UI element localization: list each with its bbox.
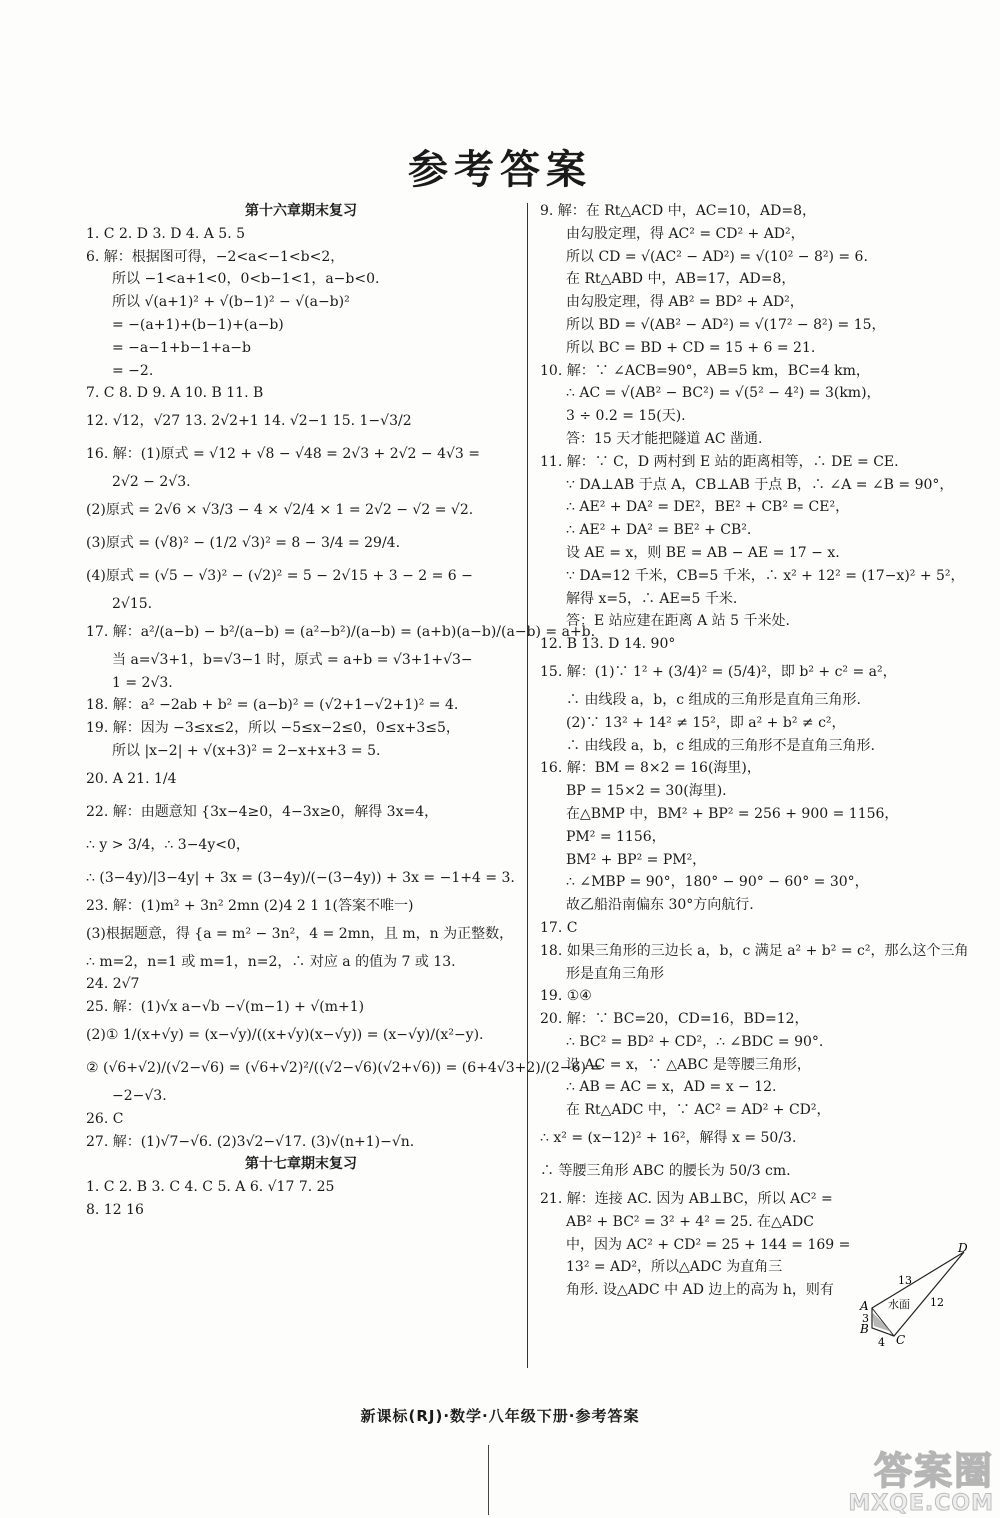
answer-line: −2−√3. <box>112 1087 167 1104</box>
answer-line: 在△BMP 中，BM² + BP² = 256 + 900 = 1156， <box>566 805 899 822</box>
answer-line: 1. C 2. D 3. D 4. A 5. 5 <box>86 225 246 242</box>
answer-line: 答：15 天才能把隧道 AC 凿通. <box>566 430 763 447</box>
figure-label-b: B <box>860 1322 869 1336</box>
column-divider <box>527 203 528 1368</box>
answer-line: (2)① 1/(x+√y) = (x−√y)/((x+√y)(x−√y)) = (x−√y)/(x²−y). <box>86 1026 484 1043</box>
triangle-figure <box>848 1240 978 1360</box>
footer-rule <box>488 1445 489 1515</box>
page-title: 参考答案 <box>408 147 592 193</box>
answer-line: ∴ m=2，n=1 或 m=1，n=2，∴ 对应 a 的值为 7 或 13. <box>86 953 456 970</box>
answer-line: = −2. <box>112 362 154 379</box>
answer-line: 1 = 2√3. <box>112 674 173 691</box>
answer-line: 设 AE = x，则 BE = AB − AE = 17 − x. <box>566 544 840 561</box>
answer-line: 18. 如果三角形的三边长 a，b，c 满足 a² + b² = c²，那么这个三角 <box>540 942 969 959</box>
watermark-url: MXQE.COM <box>848 1491 994 1516</box>
answer-line: 20. 解：∵ BC=20，CD=16，BD=12， <box>540 1011 809 1028</box>
answer-line: 所以 −1<a+1<0，0<b−1<1，a−b<0. <box>112 271 380 288</box>
answer-line: 所以 CD = √(AC² − AD²) = √(10² − 8²) = 6. <box>566 248 868 265</box>
answer-line: 所以 BD = √(AB² − AD²) = √(17² − 8²) = 15， <box>566 316 886 333</box>
answer-line: 26. C <box>86 1110 124 1127</box>
answer-line: ∴ AE² + DA² = DE²，BE² + CB² = CE²， <box>566 499 850 516</box>
answer-line: ∴ x² = (x−12)² + 16²，解得 x = 50/3. <box>540 1130 797 1147</box>
answer-line: 答：E 站应建在距离 A 站 5 千米处. <box>566 613 790 630</box>
answer-line: ∴ y > 3/4，∴ 3−4y<0， <box>86 836 250 853</box>
answer-line: ∴ AC = √(AB² − BC²) = √(5² − 4²) = 3(km)， <box>566 385 881 402</box>
answer-line: 7. C 8. D 9. A 10. B 11. B <box>86 385 264 402</box>
answer-line: 在 Rt△ADC 中，∵ AC² = AD² + CD²， <box>566 1102 831 1119</box>
figure-length-cd: 12 <box>930 1296 944 1309</box>
figure-label-c: C <box>896 1333 906 1347</box>
answer-line: 19. ①④ <box>540 988 592 1005</box>
answer-line: (3)根据题意，得 {a = m² − 3n²，4 = 2mn，且 m，n 为正整数， <box>86 925 514 942</box>
answer-line: 解得 x=5，∴ AE=5 千米. <box>566 590 738 607</box>
answer-line: 所以 BC = BD + CD = 15 + 6 = 21. <box>566 339 816 356</box>
answer-line: ∴ ∠MBP = 90°，180° − 90° − 60° = 30°， <box>566 874 869 891</box>
answer-line: 11. 解：∵ C，D 两村到 E 站的距离相等，∴ DE = CE. <box>540 453 899 470</box>
answer-line: 1. C 2. B 3. C 4. C 5. A 6. √17 7. 25 <box>86 1179 335 1196</box>
figure-quad <box>872 1252 964 1336</box>
answer-line: = −a−1+b−1+a−b <box>112 339 251 356</box>
answer-line: ∴ 由线段 a，b，c 组成的三角形是直角三角形. <box>566 691 861 708</box>
answer-line: BP = 15×2 = 30(海里). <box>566 783 727 800</box>
answer-line: 23. 解：(1)m² + 3n² 2mn (2)4 2 1 1(答案不唯一) <box>86 897 414 914</box>
answer-line: 8. 12 16 <box>86 1201 144 1218</box>
section-heading: 第十七章期末复习 <box>245 1156 357 1173</box>
answer-line: ∴ AB = AC = x，AD = x − 12. <box>566 1079 777 1096</box>
figure-label-a: A <box>860 1299 869 1313</box>
answer-line: 中，因为 AC² + CD² = 25 + 144 = 169 = <box>566 1236 851 1253</box>
answer-line: = −(a+1)+(b−1)+(a−b) <box>112 316 284 333</box>
answer-line: 2√15. <box>112 595 153 612</box>
answer-line: ∴ AE² + DA² = BE² + CB². <box>566 522 752 539</box>
answer-line: 10. 解：∵ ∠ACB=90°，AB=5 km，BC=4 km， <box>540 362 870 379</box>
figure-length-ab: 3 <box>862 1312 869 1325</box>
answer-line: 17. C <box>540 919 578 936</box>
answer-line: 在 Rt△ABD 中，AB=17，AD=8， <box>566 271 796 288</box>
answer-line: (3)原式 = (√8)² − (1/2 √3)² = 8 − 3/4 = 29/4. <box>86 534 401 551</box>
answer-line: 所以 |x−2| + √(x+3)² = 2−x+x+3 = 5. <box>112 742 381 759</box>
figure-label-d: D <box>958 1241 968 1255</box>
answer-line: 21. 解：连接 AC. 因为 AB⊥BC，所以 AC² = <box>540 1191 833 1208</box>
answer-line: 22. 解：由题意知 {3x−4≥0，4−3x≥0，解得 3x=4， <box>86 803 439 820</box>
answer-line: 16. 解：BM = 8×2 = 16(海里)， <box>540 760 761 777</box>
answer-line: 故乙船沿南偏东 30°方向航行. <box>566 897 754 914</box>
answer-line: 20. A 21. 1/4 <box>86 770 177 787</box>
figure-length-bc: 4 <box>878 1336 885 1349</box>
answer-line: 所以 √(a+1)² + √(b−1)² − √(a−b)² <box>112 294 350 311</box>
answer-line: 由勾股定理，得 AB² = BD² + AD²， <box>566 294 804 311</box>
answer-line: 6. 解：根据图可得，−2<a<−1<b<2， <box>86 248 345 265</box>
answer-line: 形是直角三角形 <box>566 965 664 982</box>
section-heading: 第十六章期末复习 <box>245 203 357 219</box>
answer-line: 12. √12，√27 13. 2√2+1 14. √2−1 15. 1−√3/2 <box>86 413 412 430</box>
answer-line: 15. 解：(1)∵ 1² + (3/4)² = (5/4)²，即 b² + c² = a²， <box>540 663 897 680</box>
footer-caption: 新课标(RJ)·数学·八年级下册·参考答案 <box>360 1407 640 1425</box>
answer-line: 19. 解：因为 −3≤x≤2，所以 −5≤x−2≤0，0≤x+3≤5， <box>86 720 460 737</box>
answer-line: PM² = 1156， <box>566 828 666 845</box>
answer-line: AB² + BC² = 3² + 4² = 25. 在△ADC <box>566 1213 814 1230</box>
answer-line: 3 ÷ 0.2 = 15(天). <box>566 408 686 425</box>
answer-line: ∴ BC² = BD² + CD²，∴ ∠BDC = 90°. <box>566 1033 824 1050</box>
answer-line: 角形. 设△ADC 中 AD 边上的高为 h，则有 <box>566 1282 834 1299</box>
answer-line: ∴ 由线段 a，b，c 组成的三角形不是直角三角形. <box>566 737 875 754</box>
answer-line: (4)原式 = (√5 − √3)² − (√2)² = 5 − 2√15 + 3 − 2 = 6 − <box>86 567 473 584</box>
answer-line: 16. 解：(1)原式 = √12 + √8 − √48 = 2√3 + 2√2 − 4√3 = <box>86 446 481 463</box>
answer-line: (2)原式 = 2√6 × √3/3 − 4 × √2/4 × 1 = 2√2 − √2 = √2. <box>86 501 474 518</box>
answer-line: ∵ DA⊥AB 于点 A，CB⊥AB 于点 B，∴ ∠A = ∠B = 90°， <box>566 476 954 493</box>
answer-line: BM² + BP² = PM²， <box>566 851 707 868</box>
answer-line: ② (√6+√2)/(√2−√6) = (√6+√2)²/((√2−√6)(√2+√6)) = (6+4√3+2)/(2−6) = <box>86 1059 603 1076</box>
answer-line: 24. 2√7 <box>86 976 140 993</box>
answer-line: 25. 解：(1)√x a−√b −√(m−1) + √(m+1) <box>86 999 365 1016</box>
answer-line: 2√2 − 2√3. <box>112 474 191 491</box>
answer-line: ∵ DA=12 千米，CB=5 千米，∴ x² + 12² = (17−x)² + 5²， <box>566 567 965 584</box>
answer-line: 17. 解：a²/(a−b) − b²/(a−b) = (a²−b²)/(a−b) = (a+b)(a−b)/(a−b) = a+b. <box>86 623 596 640</box>
answer-line: 9. 解：在 Rt△ACD 中，AC=10，AD=8， <box>540 203 817 219</box>
answer-line: 18. 解：a² −2ab + b² = (a−b)² = (√2+1−√2+1)² = 4. <box>86 697 459 714</box>
right-answer-column <box>540 200 970 1302</box>
answer-line: 27. 解：(1)√7−√6. (2)3√2−√17. (3)√(n+1)−√n. <box>86 1133 415 1150</box>
answer-line: (2)∵ 13² + 14² ≠ 15²，即 a² + b² ≠ c²， <box>566 714 846 731</box>
figure-label-water: 水面 <box>888 1298 910 1311</box>
watermark <box>794 1440 994 1515</box>
answer-line: 设 AC = x，∵ △ABC 是等腰三角形， <box>566 1056 811 1073</box>
answer-line: 由勾股定理，得 AC² = CD² + AD²， <box>566 225 805 242</box>
answer-line: 13² = AD²，所以△ADC 为直角三 <box>566 1259 783 1276</box>
figure-length-ad: 13 <box>898 1274 912 1287</box>
answer-line: ∴ 等腰三角形 ABC 的腰长为 50/3 cm. <box>540 1163 791 1180</box>
watermark-logo: 答案圈 <box>873 1449 994 1493</box>
answer-line: 12. B 13. D 14. 90° <box>540 636 676 653</box>
answer-line: 当 a=√3+1，b=√3−1 时，原式 = a+b = √3+1+√3− <box>112 651 473 668</box>
answer-line: ∴ (3−4y)/|3−4y| + 3x = (3−4y)/(−(3−4y)) + 3x = −1+4 = 3. <box>86 869 515 886</box>
